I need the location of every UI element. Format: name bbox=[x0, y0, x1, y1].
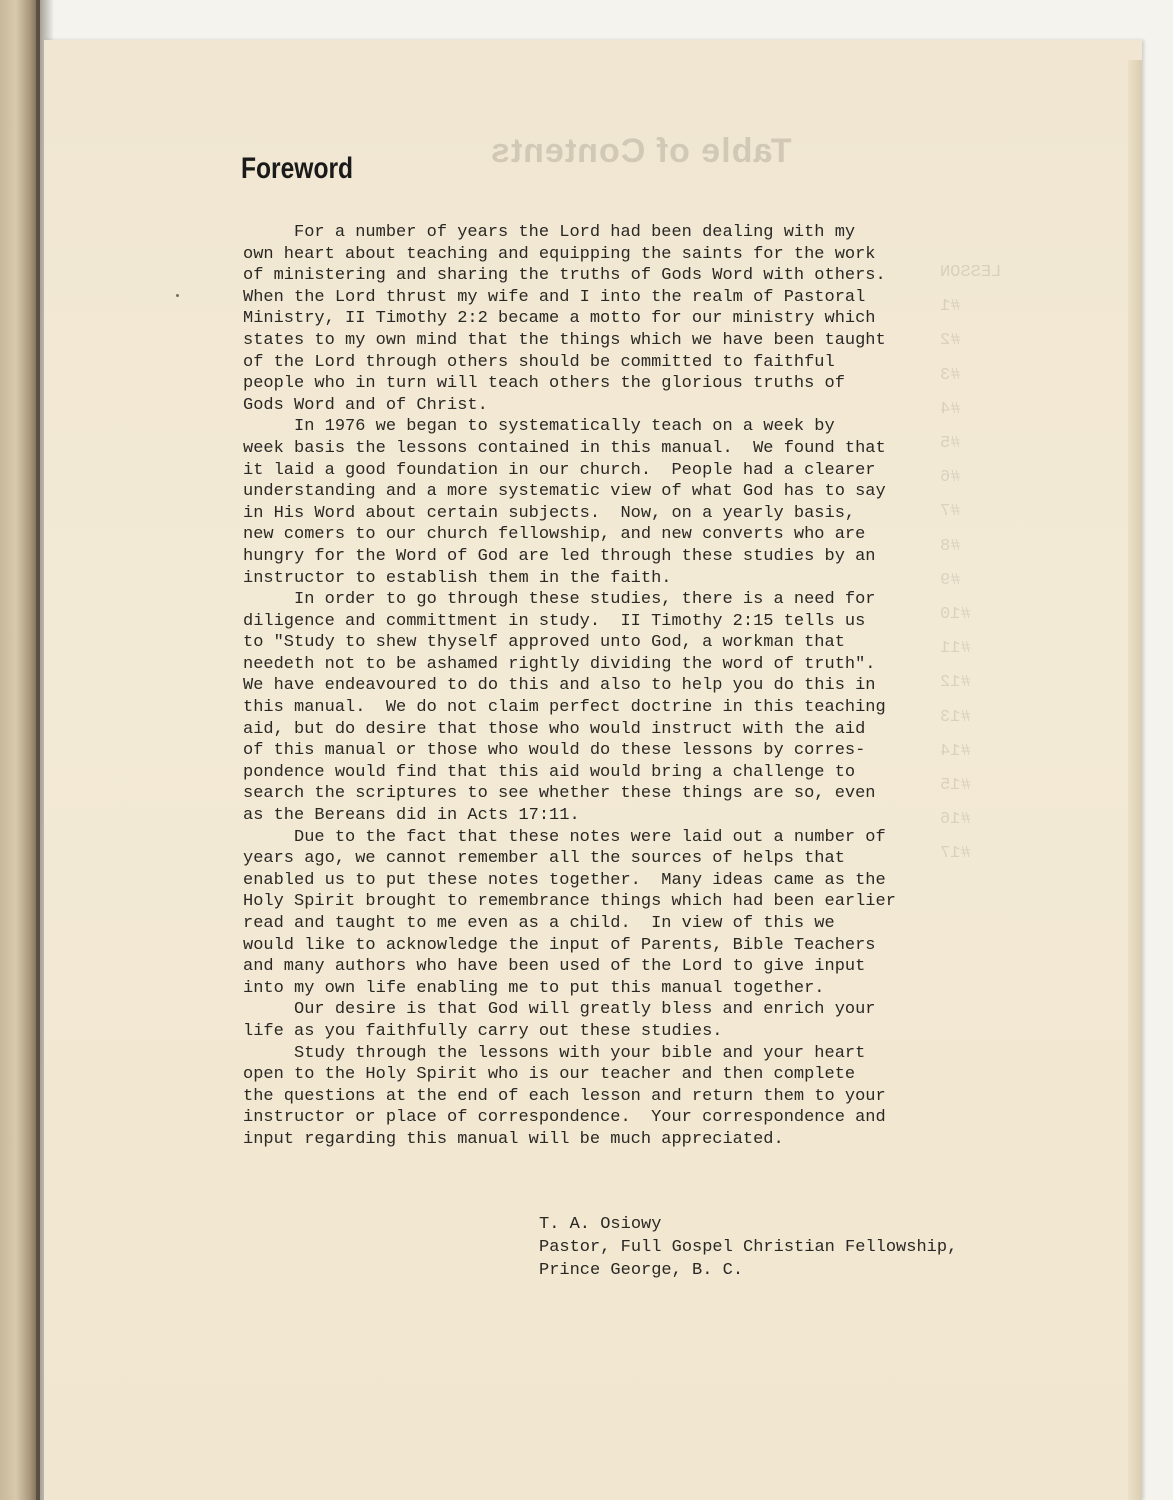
signature-title: Pastor, Full Gospel Christian Fellowship, bbox=[539, 1238, 958, 1257]
body-line: as the Bereans did in Acts 17:11. bbox=[243, 806, 580, 826]
body-line: into my own life enabling me to put this manual together. bbox=[243, 978, 825, 998]
body-line: in His Word about certain subjects. Now, on a yearly basis, bbox=[243, 503, 856, 523]
body-line: hungry for the Word of God are led through these studies by an bbox=[243, 546, 876, 566]
body-line: Study through the lessons with your bible and your heart bbox=[243, 1043, 866, 1063]
body-line: In 1976 we began to systematically teach on a week by bbox=[243, 417, 835, 437]
body-line: Gods Word and of Christ. bbox=[243, 395, 488, 415]
body-line: it laid a good foundation in our church. People had a clearer bbox=[243, 460, 876, 480]
foreword-body bbox=[243, 222, 963, 1151]
body-line: this manual. We do not claim perfect doctrine in this teaching bbox=[243, 698, 886, 718]
body-line: In order to go through these studies, there is a need for bbox=[243, 590, 876, 610]
body-line: years ago, we cannot remember all the sources of helps that bbox=[243, 849, 845, 869]
bleed-through-heading: Table of Contents bbox=[490, 132, 792, 170]
signature-block bbox=[539, 1213, 957, 1282]
body-line: instructor or place of correspondence. Your correspondence and bbox=[243, 1108, 886, 1128]
body-line: and many authors who have been used of the Lord to give input bbox=[243, 957, 866, 977]
body-line: instructor to establish them in the faith. bbox=[243, 568, 672, 588]
body-line: For a number of years the Lord had been dealing with my bbox=[243, 223, 856, 242]
body-line: life as you faithfully carry out these studies. bbox=[243, 1021, 723, 1041]
body-line: of ministering and sharing the truths of Gods Word with others. bbox=[243, 266, 886, 286]
body-line: states to my own mind that the things which we have been taught bbox=[243, 330, 886, 350]
body-line: Due to the fact that these notes were laid out a number of bbox=[243, 827, 886, 847]
body-line: of this manual or those who would do these lessons by corres- bbox=[243, 741, 866, 761]
body-line: to "Study to shew thyself approved unto God, a workman that bbox=[243, 633, 845, 653]
body-line: aid, but do desire that those who would instruct with the aid bbox=[243, 719, 866, 739]
body-line: of the Lord through others should be committed to faithful bbox=[243, 352, 835, 372]
signature-name: T. A. Osiowy bbox=[539, 1215, 662, 1234]
body-line: open to the Holy Spirit who is our teacher and then complete bbox=[243, 1065, 856, 1085]
signature-location: Prince George, B. C. bbox=[539, 1261, 744, 1280]
binding-edge bbox=[0, 0, 40, 1500]
body-line: own heart about teaching and equipping the saints for the work bbox=[243, 244, 876, 264]
body-line: enabled us to put these notes together. Many ideas came as the bbox=[243, 870, 886, 890]
body-line: week basis the lessons contained in this manual. We found that bbox=[243, 438, 886, 458]
page-edge bbox=[1128, 60, 1142, 1500]
body-line: Ministry, II Timothy 2:2 became a motto for our ministry which bbox=[243, 309, 876, 329]
body-line: new comers to our church fellowship, and new converts who are bbox=[243, 525, 866, 545]
body-line: Our desire is that God will greatly bless and enrich your bbox=[243, 1000, 876, 1020]
body-line: read and taught to me even as a child. In view of this we bbox=[243, 914, 835, 933]
body-line: search the scriptures to see whether these things are so, even bbox=[243, 784, 876, 804]
body-line: When the Lord thrust my wife and I into the realm of Pastoral bbox=[243, 287, 866, 307]
body-line: pondence would find that this aid would bring a challenge to bbox=[243, 762, 856, 782]
body-line: needeth not to be ashamed rightly dividing the word of truth". bbox=[243, 654, 876, 674]
page-title: Foreword bbox=[241, 152, 354, 185]
body-line: would like to acknowledge the input of Parents, Bible Teachers bbox=[243, 935, 876, 955]
body-line: input regarding this manual will be much appreciated. bbox=[243, 1129, 784, 1149]
body-line: We have endeavoured to do this and also to help you do this in bbox=[243, 676, 876, 696]
body-line: the questions at the end of each lesson and return them to your bbox=[243, 1086, 886, 1106]
body-line: diligence and committment in study. II Timothy 2:15 tells us bbox=[243, 611, 866, 631]
body-line: people who in turn will teach others the glorious truths of bbox=[243, 374, 845, 394]
body-line: Holy Spirit brought to remembrance things which had been earlier bbox=[243, 892, 896, 912]
paper-speck bbox=[176, 294, 179, 297]
body-line: understanding and a more systematic view of what God has to say bbox=[243, 482, 886, 502]
